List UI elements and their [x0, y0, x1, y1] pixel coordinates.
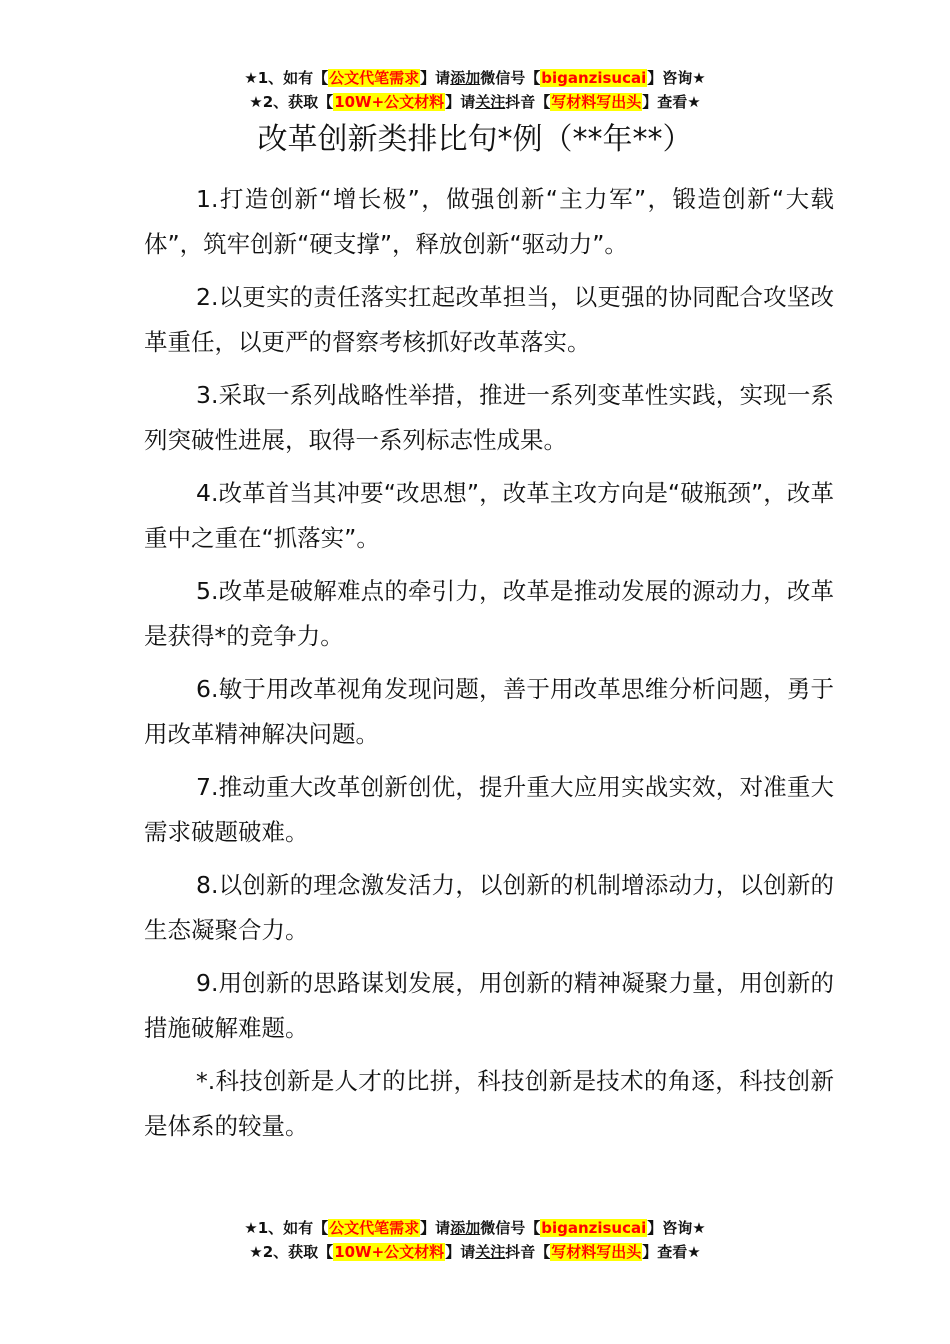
banner-highlight-ghostwriting: 公文代笔需求	[329, 69, 420, 87]
footer-highlight-douyin-id: 写材料写出头	[551, 1243, 642, 1261]
footer-line-2-prefix: ★2、获取【	[249, 1243, 334, 1261]
footer-line-1-mid: 】请	[420, 1219, 451, 1237]
footer-line-1-mid2: 微信号【	[480, 1219, 541, 1237]
footer-line-2-suffix: 】查看★	[642, 1243, 701, 1261]
banner-highlight-wechat-id: biganzisucai	[541, 69, 647, 87]
banner-follow-link[interactable]: 关注	[475, 93, 506, 111]
paragraph-4: 4.改革首当其冲要“改思想”，改革主攻方向是“破瓶颈”，改革重中之重在“抓落实”。	[144, 479, 834, 552]
footer-line-1-prefix: ★1、如有【	[244, 1219, 329, 1237]
header-banner	[0, 66, 950, 114]
paragraph-10: *.科技创新是人才的比拼，科技创新是技术的角逐，科技创新是体系的较量。	[144, 1067, 834, 1140]
banner-line-2-prefix: ★2、获取【	[249, 93, 334, 111]
paragraph-6: 6.敏于用改革视角发现问题，善于用改革思维分析问题，勇于用改革精神解决问题。	[144, 675, 834, 748]
footer-highlight-wechat-id: biganzisucai	[541, 1219, 647, 1237]
paragraph-5: 5.改革是破解难点的牵引力，改革是推动发展的源动力，改革是获得*的竞争力。	[144, 577, 834, 650]
paragraph-7: 7.推动重大改革创新创优，提升重大应用实战实效，对准重大需求破题破难。	[144, 773, 834, 846]
banner-line-2-mid2: 抖音【	[505, 93, 551, 111]
footer-follow-link[interactable]: 关注	[475, 1243, 506, 1261]
paragraph-8: 8.以创新的理念激发活力，以创新的机制增添动力，以创新的生态凝聚合力。	[144, 871, 834, 944]
footer-add-link[interactable]: 添加	[450, 1219, 481, 1237]
banner-line-2-mid: 】请	[445, 93, 476, 111]
footer-banner-line-2	[0, 1240, 950, 1264]
banner-highlight-douyin-id: 写材料写出头	[551, 93, 642, 111]
paragraph-3: 3.采取一系列战略性举措，推进一系列变革性实践，实现一系列突破性进展，取得一系列标志性成果。	[144, 381, 834, 454]
document-title: 改革创新类排比句*例（**年**）	[257, 122, 693, 157]
banner-add-link[interactable]: 添加	[450, 69, 481, 87]
banner-highlight-materials: 10W+公文材料	[334, 93, 445, 111]
banner-line-1-prefix: ★1、如有【	[244, 69, 329, 87]
footer-line-2-mid2: 抖音【	[505, 1243, 551, 1261]
paragraph-9: 9.用创新的思路谋划发展，用创新的精神凝聚力量，用创新的措施破解难题。	[144, 969, 834, 1042]
footer-line-1-suffix: 】咨询★	[647, 1219, 706, 1237]
banner-line-1-mid2: 微信号【	[480, 69, 541, 87]
paragraph-2: 2.以更实的责任落实扛起改革担当，以更强的协同配合攻坚改革重任，以更严的督察考核抓好改革落实。	[144, 283, 834, 356]
footer-banner-line-1	[0, 1216, 950, 1240]
document-body	[144, 177, 834, 1157]
banner-line-2	[0, 90, 950, 114]
footer-highlight-materials: 10W+公文材料	[334, 1243, 445, 1261]
banner-line-1	[0, 66, 950, 90]
paragraph-1: 1.打造创新“增长极”，做强创新“主力军”，锻造创新“大载体”，筑牢创新“硬支撑”，释放创新“驱动力”。	[144, 185, 834, 258]
footer-line-2-mid: 】请	[445, 1243, 476, 1261]
banner-line-1-suffix: 】咨询★	[647, 69, 706, 87]
banner-line-1-mid: 】请	[420, 69, 451, 87]
footer-banner	[0, 1216, 950, 1264]
banner-line-2-suffix: 】查看★	[642, 93, 701, 111]
footer-highlight-ghostwriting: 公文代笔需求	[329, 1219, 420, 1237]
